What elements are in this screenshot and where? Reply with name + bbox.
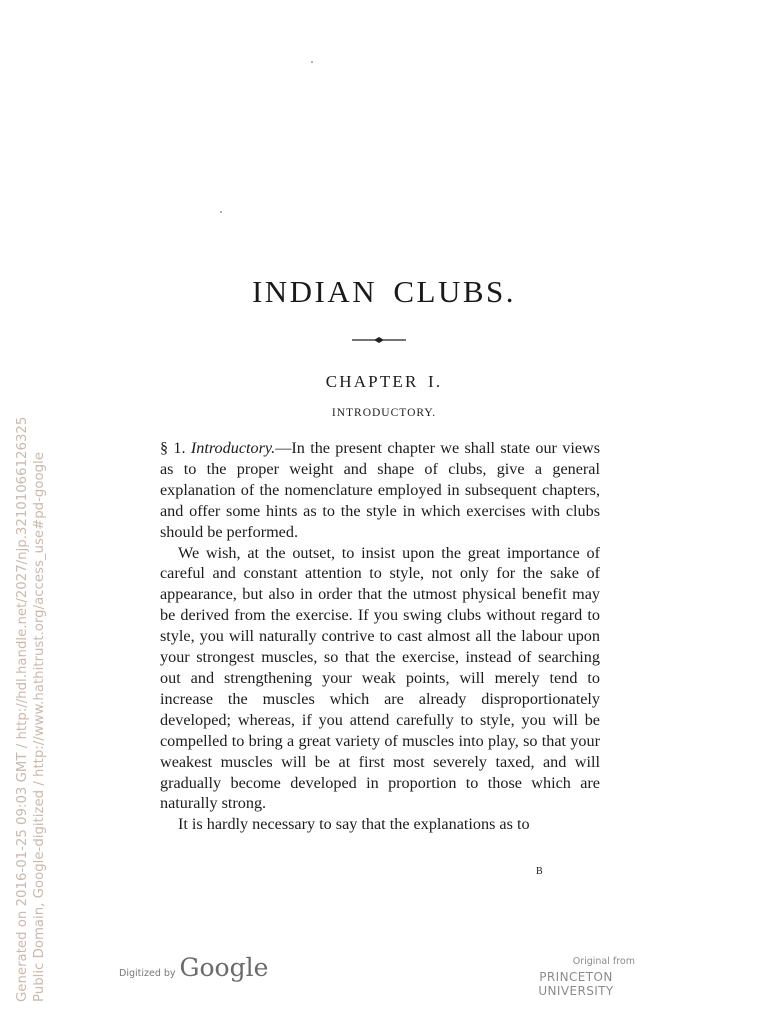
side-watermark (14, 417, 48, 1002)
google-logo: Google (179, 953, 269, 982)
watermark-line-2: Public Domain, Google-digitized / http://www.hathitrust.org/access_use#pd-google (32, 452, 47, 1002)
university-name: PRINCETON UNIVERSITY (538, 970, 614, 998)
chapter-subtitle: INTRODUCTORY. (331, 407, 437, 419)
digitized-by-footer (119, 953, 268, 982)
watermark-line-1: Generated on 2016-01-25 09:03 GMT / http://hdl.handle.net/2027/njp.32101066126325 (15, 416, 30, 1002)
paragraph: We wish, at the outset, to insist upon the great importance of careful and constant attention to style, not only for the sake of appearance, but also in order that the utmost physical benefit may be derived from the exercise. If you swing clubs without regard to style, you will naturally contrive to cast almost all the labour upon your strongest muscles, so that the exercise, instead of searching out and strengthening your weak points, will merely tend to increase the muscles which are already disproportionately developed; whereas, if you attend carefully to style, you will be compelled to bring a great variety of muscles into play, so that your weakest muscles will be at first most severely taxed, and will gradually become developed in proportion to those which are naturally strong. (160, 543, 600, 813)
body-text (160, 438, 600, 835)
section-lead-text: —In the present chapter we shall state our views as to the proper weight and shape of clubs, give a general explanation of the nomenclature employed in subsequent chapters, and offer some hints as to the style in which exercises with clubs should be performed. (160, 439, 600, 541)
original-from-label: Original from (572, 956, 635, 967)
digitized-by-label: Digitized by (119, 968, 176, 979)
scan-speck (311, 61, 313, 63)
signature-mark: B (536, 866, 543, 877)
paragraph-section-1 (160, 438, 600, 543)
chapter-title: CHAPTER I. (325, 372, 443, 391)
section-heading: Introductory. (190, 439, 276, 457)
original-from-footer (503, 956, 649, 998)
section-number: § 1. (160, 439, 186, 457)
book-title: INDIAN CLUBS. (251, 274, 517, 309)
ornament-rule-icon (352, 336, 406, 344)
scan-speck (220, 211, 222, 213)
paragraph: It is hardly necessary to say that the explanations as to (178, 815, 530, 834)
